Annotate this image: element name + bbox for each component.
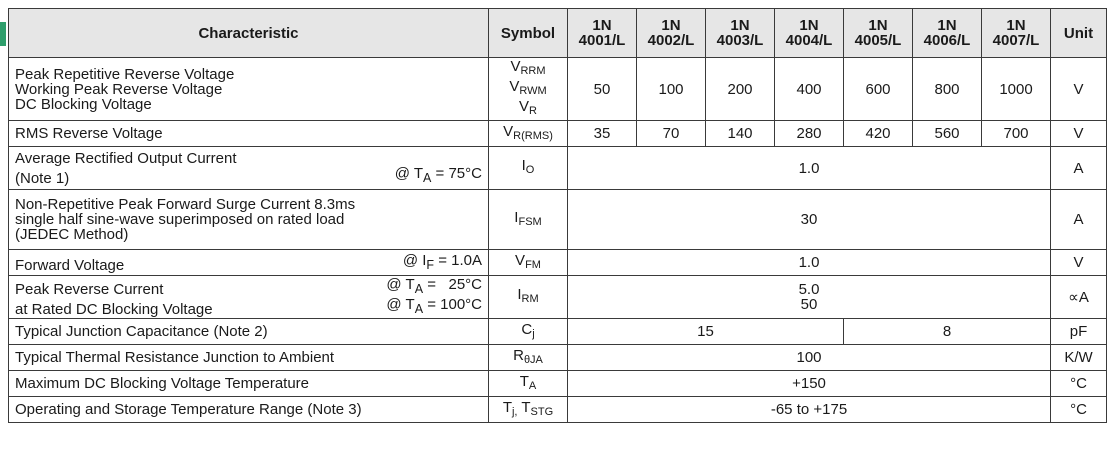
header-part-4006: 1N 4006/L — [913, 9, 982, 58]
unit-cell: ∝A — [1051, 276, 1107, 319]
row-junction-capacitance — [9, 319, 1107, 345]
value-cell: 400 — [775, 58, 844, 121]
header-characteristic: Characteristic — [9, 9, 489, 58]
value-cell: 100 — [637, 58, 706, 121]
row-thermal-resistance — [9, 345, 1107, 371]
value-cell: +150 — [568, 371, 1051, 397]
value-cell: 15 — [568, 319, 844, 345]
row-reverse-voltage — [9, 58, 1107, 121]
header-part-4004: 1N 4004/L — [775, 9, 844, 58]
header-row — [9, 9, 1107, 58]
characteristic-cell: Operating and Storage Temperature Range (Note 3) — [9, 397, 489, 423]
characteristic-cell: Typical Junction Capacitance (Note 2) — [9, 319, 489, 345]
row-blocking-temperature — [9, 371, 1107, 397]
condition-text: @ $T_A = 100^\circ C$ — [386, 296, 482, 316]
symbol-cell: $I_{FSM}$ — [489, 190, 568, 250]
unit-cell: V — [1051, 121, 1107, 147]
condition-text: @ $I_F = 1.0A$ — [402, 251, 482, 272]
condition-text: @ $T_A = 25^\circ C$ — [386, 276, 482, 296]
header-part-4002: 1N 4002/L — [637, 9, 706, 58]
characteristic-cell: Average Rectified Output Current (Note 1) @ $T_A = 75^\circ C$ — [9, 147, 489, 190]
row-reverse-current — [9, 276, 1107, 319]
characteristic-cell: RMS Reverse Voltage — [9, 121, 489, 147]
row-forward-voltage — [9, 250, 1107, 276]
row-rms-voltage — [9, 121, 1107, 147]
symbol-cell: $I_{RM}$ — [489, 276, 568, 319]
unit-cell: A — [1051, 190, 1107, 250]
header-symbol: Symbol — [489, 9, 568, 58]
characteristic-cell: Typical Thermal Resistance Junction to Ambient — [9, 345, 489, 371]
characteristic-cell: Non-Repetitive Peak Forward Surge Current 8.3ms single half sine-wave superimposed on rated load (JEDEC Method) — [9, 190, 489, 250]
unit-cell: °C — [1051, 397, 1107, 423]
row-output-current — [9, 147, 1107, 190]
unit-cell: V — [1051, 250, 1107, 276]
value-cell: 100 — [568, 345, 1051, 371]
header-part-4007: 1N 4007/L — [982, 9, 1051, 58]
characteristic-cell: Peak Repetitive Reverse Voltage Working Peak Reverse Voltage DC Blocking Voltage — [9, 58, 489, 121]
value-cell: 5.0 50 — [568, 276, 1051, 319]
value-cell: 200 — [706, 58, 775, 121]
header-part-4003: 1N 4003/L — [706, 9, 775, 58]
row-surge-current — [9, 190, 1107, 250]
value-cell: 50 — [568, 58, 637, 121]
value-cell: 8 — [844, 319, 1051, 345]
unit-cell: A — [1051, 147, 1107, 190]
characteristic-cell: Forward Voltage @ $I_F = 1.0A$ — [9, 250, 489, 276]
unit-cell: K/W — [1051, 345, 1107, 371]
unit-cell: pF — [1051, 319, 1107, 345]
value-cell: 30 — [568, 190, 1051, 250]
characteristic-cell: Maximum DC Blocking Voltage Temperature — [9, 371, 489, 397]
value-cell: 1.0 — [568, 250, 1051, 276]
symbol-cell: $V_{R(RMS)}$ — [489, 121, 568, 147]
value-cell: 420 — [844, 121, 913, 147]
value-cell: 560 — [913, 121, 982, 147]
unit-cell: °C — [1051, 371, 1107, 397]
symbol-cell: $V_{FM}$ — [489, 250, 568, 276]
symbol-cell: $V_{RRM}$ $V_{RWM}$ $V_R$ — [489, 58, 568, 121]
unit-cell: V — [1051, 58, 1107, 121]
symbol-cell: $I_O$ — [489, 147, 568, 190]
symbol-cell: $T_{j,}$ $T_{STG}$ — [489, 397, 568, 423]
value-cell: 35 — [568, 121, 637, 147]
header-part-4005: 1N 4005/L — [844, 9, 913, 58]
row-storage-temperature — [9, 397, 1107, 423]
value-cell: 600 — [844, 58, 913, 121]
accent-mark — [0, 22, 6, 46]
value-cell: 70 — [637, 121, 706, 147]
ratings-table — [8, 8, 1107, 423]
value-cell: 280 — [775, 121, 844, 147]
value-cell: 1000 — [982, 58, 1051, 121]
value-cell: 700 — [982, 121, 1051, 147]
symbol-cell: $C_j$ — [489, 319, 568, 345]
value-cell: 1.0 — [568, 147, 1051, 190]
value-cell: 140 — [706, 121, 775, 147]
header-part-4001: 1N 4001/L — [568, 9, 637, 58]
value-cell: 800 — [913, 58, 982, 121]
symbol-cell: $T_A$ — [489, 371, 568, 397]
characteristic-cell: Peak Reverse Current @ $T_A = 25^\circ C$ at Rated DC Blocking Voltage @ $T_A = 100^\circ C$ — [9, 276, 489, 319]
value-cell: -65 to +175 — [568, 397, 1051, 423]
condition-text: @ $T_A = 75^\circ C$ — [394, 164, 482, 185]
header-unit: Unit — [1051, 9, 1107, 58]
symbol-cell: $R_{\theta JA}$ — [489, 345, 568, 371]
